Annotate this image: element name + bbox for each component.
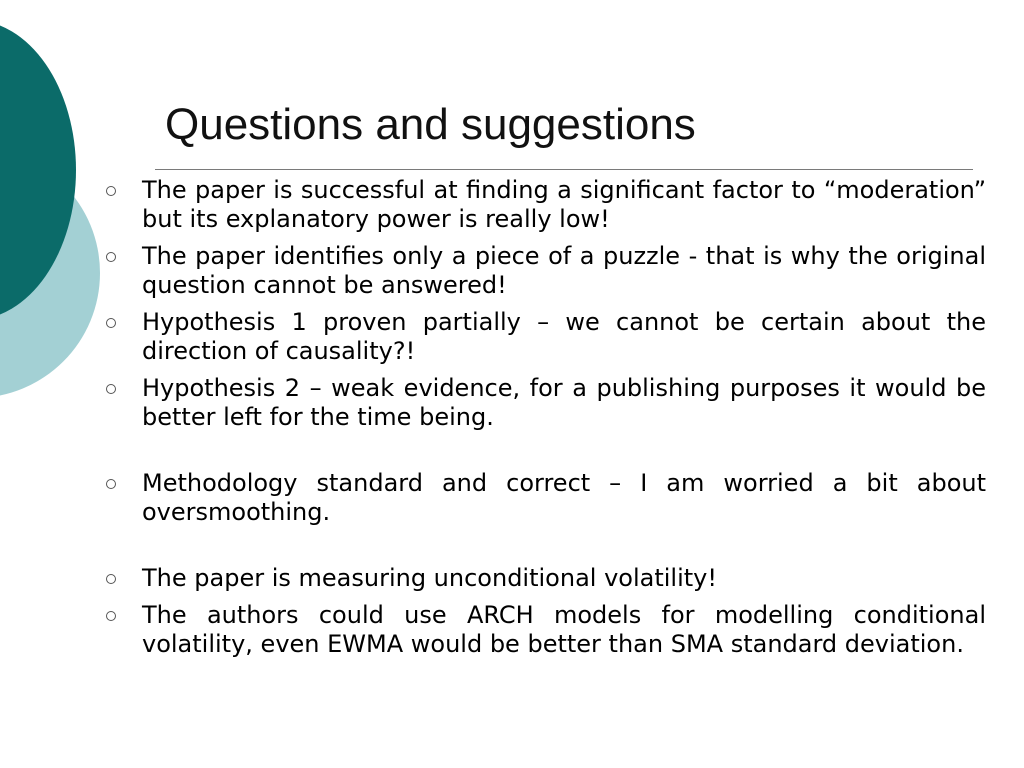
- bullet-text: The paper identifies only a piece of a puzzle - that is why the original question cannot be answered!: [142, 242, 986, 299]
- bullet-item: [100, 564, 986, 593]
- bullet-list: [100, 176, 986, 667]
- bullet-text: The paper is successful at finding a significant factor to “moderation” but its explanatory power is really low!: [142, 176, 986, 233]
- bullet-item: [100, 308, 986, 366]
- bullet-text: Methodology standard and correct – I am worried a bit about oversmoothing.: [142, 469, 986, 526]
- hollow-circle-bullet-icon: [106, 384, 116, 394]
- bullet-item: [100, 374, 986, 432]
- bullet-text: Hypothesis 2 – weak evidence, for a publishing purposes it would be better left for the time being.: [142, 374, 986, 431]
- slide-title: Questions and suggestions: [165, 100, 696, 149]
- bullet-text: Hypothesis 1 proven partially – we cannot be certain about the direction of causality?!: [142, 308, 986, 365]
- bullet-text: The paper is measuring unconditional volatility!: [142, 564, 717, 592]
- bullet-item: [100, 469, 986, 527]
- bullet-item: [100, 176, 986, 234]
- hollow-circle-bullet-icon: [106, 479, 116, 489]
- hollow-circle-bullet-icon: [106, 252, 116, 262]
- title-divider: [155, 169, 973, 170]
- hollow-circle-bullet-icon: [106, 574, 116, 584]
- bullet-item: [100, 601, 986, 659]
- bullet-text: The authors could use ARCH models for modelling conditional volatility, even EWMA would be better than SMA standard deviation.: [142, 601, 986, 658]
- bullet-item: [100, 242, 986, 300]
- hollow-circle-bullet-icon: [106, 318, 116, 328]
- hollow-circle-bullet-icon: [106, 611, 116, 621]
- hollow-circle-bullet-icon: [106, 186, 116, 196]
